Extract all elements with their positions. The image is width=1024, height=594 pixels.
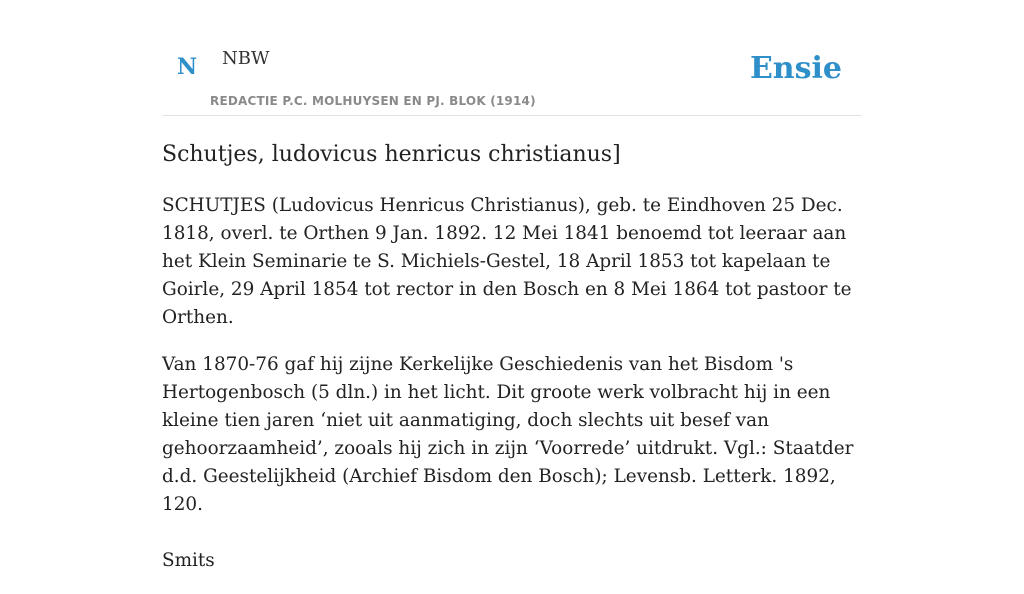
source-name-link[interactable]: NBW	[222, 48, 270, 69]
article-paragraph: Van 1870-76 gaf hij zijne Kerkelijke Geschiedenis van het Bisdom 's Hertogenbosch (5 dln.) in het licht. Dit groote werk volbracht hij in een kleine tien jaren ‘niet uit aanmatiging, doch slechts uit besef van gehoorzaamheid’, zooals hij zich in zijn ‘Voorrede’ uitdrukt. Vgl.: Staatder d.d. Geestelijkheid (Archief Bisdom den Bosch); Levensb. Letterk. 1892, 120.	[162, 354, 854, 515]
page-title: Schutjes, ludovicus henricus christianus]	[162, 142, 621, 167]
article-paragraph: SCHUTJES (Ludovicus Henricus Christianus), geb. te Eindhoven 25 Dec. 1818, overl. te Orthen 9 Jan. 1892. 12 Mei 1841 benoemd tot leeraar aan het Klein Seminarie te S. Michiels-Gestel, 18 April 1853 tot kapelaan te Goirle, 29 April 1854 tot rector in den Bosch en 8 Mei 1864 tot pastoor te Orthen.	[162, 195, 852, 328]
ensie-logo-link[interactable]: Ensie	[749, 51, 842, 86]
article-author: Smits	[162, 550, 215, 571]
source-logo-icon[interactable]: N	[177, 54, 198, 80]
source-header	[162, 40, 862, 116]
source-subtitle: REDACTIE P.C. MOLHUYSEN EN PJ. BLOK (1914)	[210, 94, 536, 108]
article-body	[162, 192, 862, 594]
